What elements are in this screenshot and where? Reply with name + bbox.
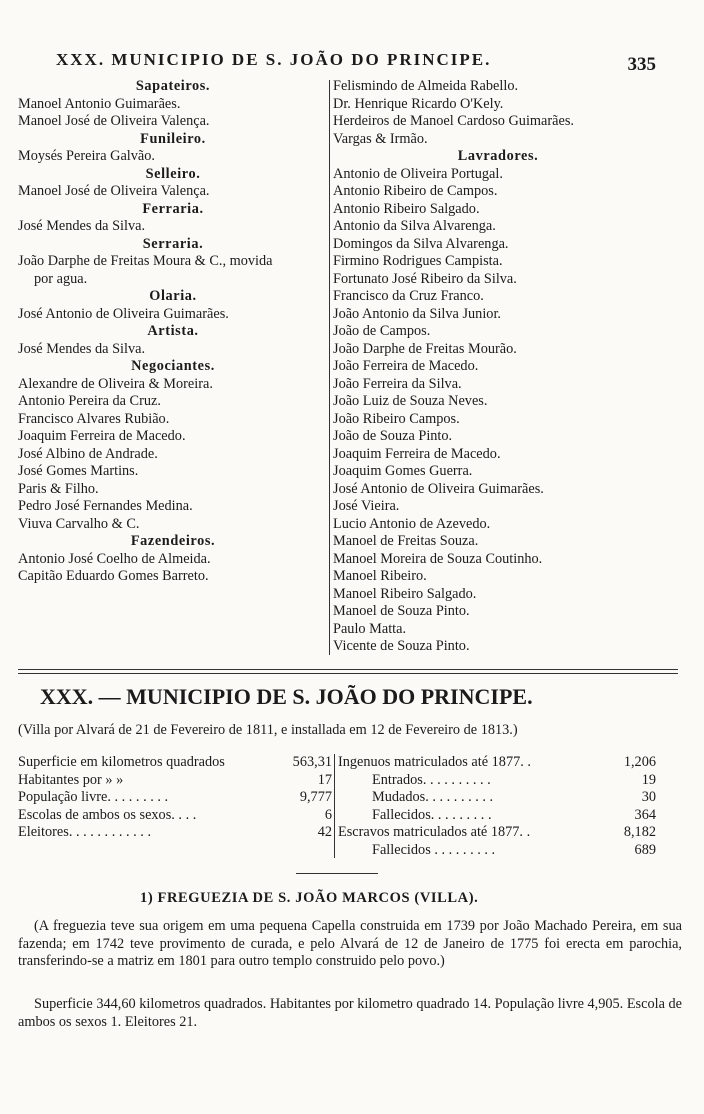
stat-row [338, 807, 656, 825]
stat-row [18, 807, 332, 825]
stat-label: Escravos matriculados até 1877. . [338, 824, 531, 840]
list-item: por agua. [34, 270, 88, 287]
stat-row [338, 772, 656, 790]
list-item: João Luiz de Souza Neves. [333, 393, 488, 409]
section-title: XXX. — MUNICIPIO DE S. JOÃO DO PRINCIPE. [40, 684, 533, 709]
list-item: Manoel de Freitas Souza. [333, 533, 479, 549]
list-item: Francisco Alvares Rubião. [18, 410, 170, 427]
list-item: Felismindo de Almeida Rabello. [333, 78, 519, 94]
stat-row [18, 772, 332, 790]
category-heading: Sapateiros. [135, 78, 211, 94]
stat-label: Superficie em kilometros quadrados [18, 754, 225, 770]
stat-label: População livre. . . . . . . . . [18, 789, 169, 805]
section-rule-bottom [18, 673, 678, 674]
category-heading: Fazendeiros. [130, 533, 216, 549]
list-item: João Ribeiro Campos. [333, 410, 460, 427]
list-item: Pedro José Fernandes Medina. [18, 498, 193, 514]
stat-value: 42 [317, 824, 332, 840]
stat-value: 19 [641, 771, 656, 788]
parish-paragraph-history [18, 918, 682, 971]
stat-row [18, 754, 332, 772]
list-item: João Antonio da Silva Junior. [333, 305, 501, 322]
stat-value: 30 [641, 789, 656, 805]
list-item: Francisco da Cruz Franco. [333, 288, 484, 304]
category-heading: Lavradores. [457, 148, 539, 164]
list-item: Manoel Antonio Guimarães. [18, 95, 181, 112]
list-item: João de Campos. [333, 323, 431, 339]
list-item: José Albino de Andrade. [18, 445, 158, 462]
stat-value: 17 [317, 771, 332, 788]
parish-paragraph-1-text: (A freguezia teve sua origem em uma pequena Capella construida em 1739 por João Machado Pereira, em sua fazenda; em 1742 teve provimento de curada, e pelo Alvará de 12 de Janeiro de 1775 foi erecta em parochia, transferindo-se a matriz em 1801 para outro templo construido pelo povo.) [18, 918, 682, 969]
stat-label: Mudados. . . . . . . . . . [372, 789, 494, 805]
left-column [18, 78, 328, 586]
list-item: José Vieira. [333, 498, 400, 514]
list-item: Manoel de Souza Pinto. [333, 603, 470, 619]
list-item: Joaquim Gomes Guerra. [333, 463, 473, 479]
stats-left-table [18, 754, 332, 842]
list-item: Antonio Ribeiro Salgado. [333, 200, 480, 217]
stat-row [338, 754, 656, 772]
stat-value: 563,31 [292, 754, 332, 770]
category-heading: Funileiro. [140, 130, 206, 147]
page-number: 335 [627, 54, 656, 75]
stat-row [18, 824, 332, 842]
stat-label: Entrados. . . . . . . . . . [372, 771, 491, 788]
list-item: Antonio Ribeiro de Campos. [333, 183, 498, 199]
list-item: Vargas & Irmão. [333, 130, 428, 147]
short-rule [296, 873, 378, 874]
list-item: Antonio de Oliveira Portugal. [333, 165, 503, 182]
list-item: Paris & Filho. [18, 480, 99, 497]
stat-row [338, 842, 656, 860]
category-heading: Selleiro. [145, 165, 201, 182]
list-item: Antonio José Coelho de Almeida. [18, 550, 211, 567]
list-item: João Darphe de Freitas Moura & C., movida [18, 253, 273, 269]
section-rule-top [18, 669, 678, 670]
stat-row [338, 789, 656, 807]
stat-label: Fallecidos . . . . . . . . . [372, 841, 496, 858]
list-item: Joaquim Ferreira de Macedo. [333, 445, 501, 462]
category-heading: Ferraria. [142, 200, 204, 217]
right-column [333, 78, 663, 656]
category-heading: Serraria. [142, 235, 204, 252]
section-subtitle: (Villa por Alvará de 21 de Fevereiro de 1811, e installada em 12 de Fevereiro de 1813.) [18, 722, 518, 738]
stat-value: 689 [634, 841, 656, 858]
running-title: XXX. MUNICIPIO DE S. JOÃO DO PRINCIPE. [56, 50, 492, 69]
list-item: Viuva Carvalho & C. [18, 515, 140, 532]
stat-label: Ingenuos matriculados até 1877. . [338, 754, 531, 770]
category-heading: Artista. [147, 323, 199, 339]
stat-value: 9,777 [299, 789, 332, 805]
list-item: José Mendes da Silva. [18, 340, 146, 357]
parish-paragraph-stats [18, 996, 682, 1031]
list-item: João de Souza Pinto. [333, 428, 453, 444]
stat-label: Habitantes por » » [18, 771, 124, 788]
list-item: Domingos da Silva Alvarenga. [333, 235, 509, 252]
column-divider [329, 80, 330, 655]
list-item: Alexandre de Oliveira & Moreira. [18, 375, 213, 392]
list-item: Fortunato José Ribeiro da Silva. [333, 270, 517, 287]
stat-label: Eleitores. . . . . . . . . . . . [18, 824, 152, 840]
stat-row [18, 789, 332, 807]
list-item: Dr. Henrique Ricardo O'Kely. [333, 95, 504, 112]
category-heading: Negociantes. [131, 358, 215, 374]
stat-row [338, 824, 656, 842]
list-item: José Antonio de Oliveira Guimarães. [333, 480, 544, 497]
stat-value: 1,206 [623, 754, 656, 770]
category-heading: Olaria. [149, 288, 197, 304]
list-item: Lucio Antonio de Azevedo. [333, 515, 491, 532]
list-item: João Ferreira da Silva. [333, 375, 462, 392]
stats-right-table [338, 754, 656, 859]
list-item: João Ferreira de Macedo. [333, 358, 479, 374]
list-item: Antonio da Silva Alvarenga. [333, 218, 496, 234]
parish-title: 1) FREGUEZIA DE S. JOÃO MARCOS (VILLA). [140, 890, 479, 906]
list-item: Manoel José de Oliveira Valença. [18, 113, 210, 129]
parish-paragraph-2-text: Superficie 344,60 kilometros quadrados. Habitantes por kilometro quadrado 14. População livre 4,905. Escola de ambos os sexos 1. Eleitores 21. [18, 996, 682, 1030]
list-item: José Mendes da Silva. [18, 218, 146, 234]
running-header [56, 50, 656, 75]
list-item: Capitão Eduardo Gomes Barreto. [18, 568, 209, 584]
list-item: Vicente de Souza Pinto. [333, 638, 470, 654]
list-item: Paulo Matta. [333, 620, 407, 637]
list-item: Manoel Ribeiro. [333, 568, 427, 584]
list-item: Manoel José de Oliveira Valença. [18, 183, 210, 199]
list-item: Manoel Moreira de Souza Coutinho. [333, 550, 543, 567]
list-item: João Darphe de Freitas Mourão. [333, 340, 517, 357]
stat-label: Escolas de ambos os sexos. . . . [18, 806, 197, 823]
list-item: Herdeiros de Manoel Cardoso Guimarães. [333, 113, 574, 129]
list-item: Manoel Ribeiro Salgado. [333, 585, 477, 602]
list-item: José Gomes Martins. [18, 463, 139, 479]
stat-label: Fallecidos. . . . . . . . . [372, 806, 492, 823]
list-item: Moysés Pereira Galvão. [18, 148, 155, 164]
stat-value: 364 [634, 806, 656, 823]
stats-divider [334, 754, 335, 858]
list-item: Joaquim Ferreira de Macedo. [18, 428, 186, 444]
stat-value: 6 [324, 806, 332, 823]
stat-value: 8,182 [623, 824, 656, 840]
list-item: José Antonio de Oliveira Guimarães. [18, 305, 229, 322]
list-item: Firmino Rodrigues Campista. [333, 253, 503, 269]
list-item: Antonio Pereira da Cruz. [18, 393, 161, 409]
